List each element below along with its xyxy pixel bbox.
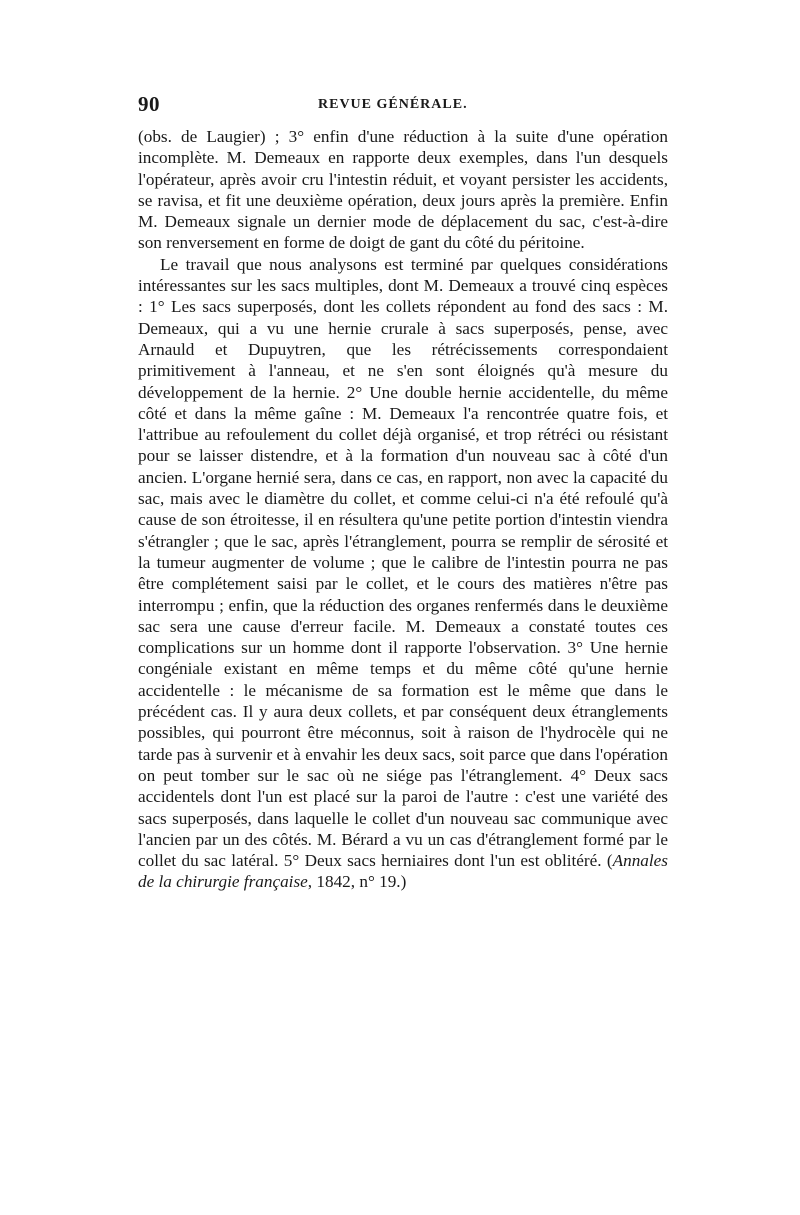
paragraph-2-text: Le travail que nous analysons est terminé par quelques considérations intéressantes sur les sacs multiples, dont M. Demeaux a trouvé cinq espèces : 1° Les sacs superposés, dont les collets répondent au fond des sacs : M. Demeaux, qui a vu une hernie crurale à sacs superposés, pense, avec Arnauld et Dupuytren, que les rétrécissements correspondaient primitivement à l'anneau, et ne s'en sont éloignés qu'à mesure du développement de la hernie. 2° Une double hernie accidentelle, du même côté et dans la même gaîne : M. Demeaux l'a rencontrée quatre fois, et l'attribue au refoulement du collet déjà organisé, et trop rétréci ou résistant pour se laisser distendre, et à la formation d'un nouveau sac à côté d'un ancien. L'organe hernié sera, dans ce cas, en rapport, non avec la capacité du sac, mais avec le diamètre du collet, et comme celui-ci n'a été refoulé qu'à cause de son étroitesse, il en résultera qu'une petite portion d'intestin viendra s'étrangler ; que le sac, après l'étranglement, pourra se remplir de sérosité et la tumeur augmenter de volume ; que le calibre de l'intestin pourra ne pas être complétement saisi par le collet, et le cours des matières n'être pas interrompu ; enfin, que la réduction des organes renfermés dans le deuxième sac sera une cause d'erreur facile. M. Demeaux a constaté toutes ces complications sur un homme dont il rapporte l'observation. 3° Une hernie congéniale existant en même temps et du même côté qu'une hernie accidentelle : le mécanisme de sa formation est le même que dans le précédent cas. Il y aura deux collets, et par conséquent deux étranglements possibles, qui pourront être méconnus, soit à raison de l'hydrocèle qui ne tarde pas à survenir et à envahir les deux sacs, soit parce que dans l'opération on peut tomber sur le sac où ne siége pas l'étranglement. 4° Deux sacs accidentels dont l'un est placé sur la paroi de l'autre : c'est une variété des sacs superposés, dans laquelle le collet d'un nouveau sac communique avec l'ancien par un des côtés. M. Bérard a vu un cas d'étranglement formé par le collet du sac latéral. 5° Deux sacs herniaires dont l'un est oblitéré. ( — [138, 254, 668, 871]
citation-journal: Annales de la chirurgie française — [138, 851, 668, 892]
paragraph-1: (obs. de Laugier) ; 3° enfin d'une réduction à la suite d'une opération incomplète. M. Demeaux en rapporte deux exemples, dans l'un desquels l'opérateur, après avoir cru l'intestin réduit, et voyant persister les accidents, se ravisa, et fit une deuxième opération, deux jours après la première. Enfin M. Demeaux signale un dernier mode de déplacement du sac, c'est-à-dire son renversement en forme de doigt de gant du côté du péritoine. — [138, 127, 668, 253]
citation-tail: , 1842, n° 19.) — [307, 872, 407, 892]
running-title: REVUE GÉNÉRALE. — [318, 97, 468, 112]
running-head — [138, 92, 668, 126]
page — [138, 92, 668, 893]
page-number: 90 — [138, 92, 160, 116]
paragraph-2 — [138, 254, 668, 893]
body-text — [138, 126, 668, 893]
